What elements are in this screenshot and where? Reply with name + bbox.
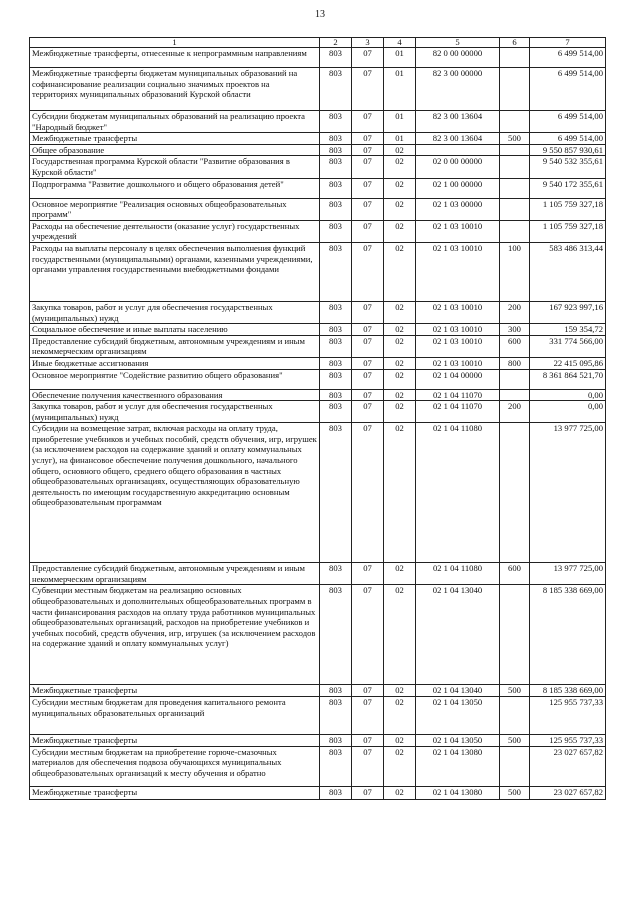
table-row xyxy=(30,389,606,401)
row-code-cell: 82 3 00 13604 xyxy=(416,133,500,145)
row-sum-cell: 6 499 514,00 xyxy=(530,111,606,133)
row-code-cell: 200 xyxy=(500,401,530,423)
row-code-cell: 02 xyxy=(384,324,416,336)
row-code-cell: 82 3 00 13604 xyxy=(416,111,500,133)
row-code-cell: 02 1 03 10010 xyxy=(416,357,500,369)
table-row xyxy=(30,563,606,585)
row-code-cell: 02 1 04 11080 xyxy=(416,563,500,585)
row-code-cell: 803 xyxy=(320,111,352,133)
row-code-cell: 500 xyxy=(500,786,530,799)
row-code-cell: 02 xyxy=(384,144,416,156)
row-name-cell: Предоставление субсидий бюджетным, автономным учреждениям и иным некоммерческим организациям xyxy=(30,563,320,585)
row-name-cell: Межбюджетные трансферты xyxy=(30,786,320,799)
row-code-cell: 02 xyxy=(384,242,416,301)
row-name-cell: Основное мероприятие "Содействие развитию общего образования" xyxy=(30,369,320,389)
table-row xyxy=(30,68,606,111)
row-code-cell: 07 xyxy=(352,401,384,423)
row-sum-cell: 583 486 313,44 xyxy=(530,242,606,301)
row-sum-cell: 13 977 725,00 xyxy=(530,563,606,585)
row-sum-cell: 22 415 095,86 xyxy=(530,357,606,369)
table-row xyxy=(30,423,606,563)
row-code-cell: 02 1 03 10010 xyxy=(416,220,500,242)
row-code-cell: 02 1 03 10010 xyxy=(416,301,500,323)
row-code-cell xyxy=(416,144,500,156)
row-code-cell: 300 xyxy=(500,324,530,336)
row-code-cell: 02 xyxy=(384,301,416,323)
row-code-cell: 800 xyxy=(500,357,530,369)
table-row xyxy=(30,178,606,198)
row-name-cell: Социальное обеспечение и иные выплаты населению xyxy=(30,324,320,336)
table-row xyxy=(30,697,606,735)
row-sum-cell: 23 027 657,82 xyxy=(530,786,606,799)
table-row xyxy=(30,198,606,220)
row-code-cell: 803 xyxy=(320,178,352,198)
row-code-cell: 07 xyxy=(352,156,384,178)
row-name-cell: Расходы на обеспечение деятельности (оказание услуг) государственных учреждений xyxy=(30,220,320,242)
row-code-cell: 02 xyxy=(384,178,416,198)
row-code-cell: 803 xyxy=(320,156,352,178)
row-code-cell: 07 xyxy=(352,786,384,799)
row-code-cell: 600 xyxy=(500,563,530,585)
row-code-cell xyxy=(500,389,530,401)
row-code-cell: 803 xyxy=(320,357,352,369)
row-code-cell: 02 1 03 10010 xyxy=(416,335,500,357)
row-code-cell xyxy=(500,68,530,111)
row-code-cell: 803 xyxy=(320,389,352,401)
row-code-cell: 02 1 00 00000 xyxy=(416,178,500,198)
row-name-cell: Государственная программа Курской области "Развитие образования в Курской области" xyxy=(30,156,320,178)
row-code-cell: 02 xyxy=(384,401,416,423)
row-sum-cell: 8 185 338 669,00 xyxy=(530,585,606,685)
row-code-cell: 02 1 04 13080 xyxy=(416,786,500,799)
row-name-cell: Субсидии местным бюджетам на приобретение горюче-смазочных материалов для обеспечения подвоза обучающихся муниципальных общеобразовательных организаций к месту обучения и обратно xyxy=(30,746,320,786)
row-code-cell: 02 1 04 13040 xyxy=(416,585,500,685)
row-name-cell: Обеспечение получения качественного образования xyxy=(30,389,320,401)
row-code-cell: 07 xyxy=(352,585,384,685)
row-sum-cell: 8 185 338 669,00 xyxy=(530,685,606,697)
table-row xyxy=(30,585,606,685)
row-code-cell: 02 1 04 00000 xyxy=(416,369,500,389)
table-row xyxy=(30,335,606,357)
row-sum-cell: 9 540 532 355,61 xyxy=(530,156,606,178)
row-sum-cell: 6 499 514,00 xyxy=(530,48,606,68)
row-name-cell: Субсидии местным бюджетам для проведения капитального ремонта муниципальных образовательных организаций xyxy=(30,697,320,735)
row-code-cell: 02 xyxy=(384,335,416,357)
row-code-cell: 07 xyxy=(352,133,384,145)
row-code-cell: 02 1 03 10010 xyxy=(416,242,500,301)
row-code-cell: 02 1 03 10010 xyxy=(416,324,500,336)
row-code-cell: 07 xyxy=(352,48,384,68)
row-code-cell: 803 xyxy=(320,335,352,357)
row-code-cell: 02 1 04 13080 xyxy=(416,746,500,786)
row-code-cell xyxy=(500,423,530,563)
row-code-cell: 803 xyxy=(320,786,352,799)
row-code-cell: 07 xyxy=(352,563,384,585)
row-code-cell: 803 xyxy=(320,242,352,301)
row-code-cell: 07 xyxy=(352,324,384,336)
budget-table xyxy=(29,37,606,800)
row-code-cell: 02 xyxy=(384,685,416,697)
row-sum-cell: 125 955 737,33 xyxy=(530,697,606,735)
row-code-cell xyxy=(500,48,530,68)
row-code-cell: 803 xyxy=(320,220,352,242)
row-code-cell: 803 xyxy=(320,746,352,786)
row-code-cell: 02 xyxy=(384,697,416,735)
row-code-cell: 01 xyxy=(384,133,416,145)
table-row xyxy=(30,220,606,242)
table-row xyxy=(30,369,606,389)
row-code-cell: 02 1 04 13050 xyxy=(416,735,500,747)
row-code-cell: 02 xyxy=(384,389,416,401)
row-code-cell xyxy=(500,111,530,133)
row-code-cell: 07 xyxy=(352,111,384,133)
row-code-cell: 02 0 00 00000 xyxy=(416,156,500,178)
row-code-cell: 01 xyxy=(384,68,416,111)
row-code-cell: 07 xyxy=(352,423,384,563)
row-name-cell: Межбюджетные трансферты, отнесенные к непрограммным направлениям xyxy=(30,48,320,68)
page-number: 13 xyxy=(315,9,325,20)
row-name-cell: Субсидии бюджетам муниципальных образований на реализацию проекта "Народный бюджет" xyxy=(30,111,320,133)
row-name-cell: Межбюджетные трансферты xyxy=(30,685,320,697)
table-row xyxy=(30,786,606,799)
row-sum-cell: 0,00 xyxy=(530,401,606,423)
row-code-cell: 500 xyxy=(500,685,530,697)
row-code-cell: 803 xyxy=(320,48,352,68)
row-code-cell: 803 xyxy=(320,68,352,111)
row-code-cell: 07 xyxy=(352,389,384,401)
row-code-cell: 07 xyxy=(352,685,384,697)
row-sum-cell: 9 550 857 930,61 xyxy=(530,144,606,156)
row-code-cell: 803 xyxy=(320,324,352,336)
row-name-cell: Межбюджетные трансферты бюджетам муниципальных образований на софинансирование реализации социально значимых проектов на территориях муниципальных образований Курской области xyxy=(30,68,320,111)
row-sum-cell: 167 923 997,16 xyxy=(530,301,606,323)
row-name-cell: Межбюджетные трансферты xyxy=(30,133,320,145)
header-cell: 7 xyxy=(530,38,606,48)
row-code-cell xyxy=(500,220,530,242)
header-cell: 3 xyxy=(352,38,384,48)
row-code-cell: 07 xyxy=(352,301,384,323)
row-sum-cell: 13 977 725,00 xyxy=(530,423,606,563)
row-code-cell: 600 xyxy=(500,335,530,357)
row-code-cell: 200 xyxy=(500,301,530,323)
table-row xyxy=(30,301,606,323)
row-code-cell: 07 xyxy=(352,335,384,357)
row-code-cell: 01 xyxy=(384,111,416,133)
row-code-cell: 82 0 00 00000 xyxy=(416,48,500,68)
row-code-cell: 803 xyxy=(320,369,352,389)
row-code-cell: 02 xyxy=(384,357,416,369)
row-name-cell: Закупка товаров, работ и услуг для обеспечения государственных (муниципальных) нужд xyxy=(30,301,320,323)
row-name-cell: Расходы на выплаты персоналу в целях обеспечения выполнения функций государственными (муниципальными) органами, казенными учреждениями, органами управления государственными внебюджетными фондами xyxy=(30,242,320,301)
row-code-cell: 02 1 04 13040 xyxy=(416,685,500,697)
row-code-cell: 07 xyxy=(352,357,384,369)
row-code-cell: 02 xyxy=(384,786,416,799)
row-code-cell: 07 xyxy=(352,369,384,389)
table-row xyxy=(30,144,606,156)
row-name-cell: Закупка товаров, работ и услуг для обеспечения государственных (муниципальных) нужд xyxy=(30,401,320,423)
table-row xyxy=(30,133,606,145)
row-code-cell: 100 xyxy=(500,242,530,301)
table-row xyxy=(30,324,606,336)
row-code-cell: 82 3 00 00000 xyxy=(416,68,500,111)
row-code-cell: 803 xyxy=(320,401,352,423)
row-code-cell: 07 xyxy=(352,735,384,747)
table-row xyxy=(30,746,606,786)
row-code-cell: 803 xyxy=(320,735,352,747)
row-name-cell: Иные бюджетные ассигнования xyxy=(30,357,320,369)
row-code-cell: 02 xyxy=(384,585,416,685)
row-code-cell: 803 xyxy=(320,685,352,697)
row-code-cell: 01 xyxy=(384,48,416,68)
row-code-cell: 803 xyxy=(320,144,352,156)
row-code-cell: 803 xyxy=(320,423,352,563)
row-code-cell: 803 xyxy=(320,198,352,220)
table-row xyxy=(30,111,606,133)
row-code-cell: 803 xyxy=(320,301,352,323)
row-name-cell: Основное мероприятие "Реализация основных общеобразовательных программ" xyxy=(30,198,320,220)
row-code-cell: 07 xyxy=(352,242,384,301)
row-code-cell: 02 xyxy=(384,563,416,585)
row-code-cell xyxy=(500,198,530,220)
row-code-cell xyxy=(500,697,530,735)
row-code-cell xyxy=(500,156,530,178)
table-row xyxy=(30,685,606,697)
row-code-cell: 07 xyxy=(352,746,384,786)
row-sum-cell: 0,00 xyxy=(530,389,606,401)
row-code-cell: 02 1 03 00000 xyxy=(416,198,500,220)
row-sum-cell: 1 105 759 327,18 xyxy=(530,220,606,242)
row-sum-cell: 23 027 657,82 xyxy=(530,746,606,786)
row-sum-cell: 9 540 172 355,61 xyxy=(530,178,606,198)
row-code-cell: 02 xyxy=(384,198,416,220)
table-row xyxy=(30,48,606,68)
row-name-cell: Предоставление субсидий бюджетным, автономным учреждениям и иным некоммерческим организациям xyxy=(30,335,320,357)
row-sum-cell: 1 105 759 327,18 xyxy=(530,198,606,220)
row-name-cell: Субвенции местным бюджетам на реализацию основных общеобразовательных и дополнительных общеобразовательных программ в части финансирования расходов на оплату труда работников муниципальных общеобразовательных организаций, расходов на приобретение учебников и учебных пособий, средств обучения, игр, игрушек (за исключением расходов на содержание зданий и оплату коммунальных услуг) xyxy=(30,585,320,685)
table-row xyxy=(30,735,606,747)
header-cell: 2 xyxy=(320,38,352,48)
row-name-cell: Субсидии на возмещение затрат, включая расходы на оплату труда, приобретение учебников и учебных пособий, средств обучения, игр, игрушек (за исключением расходов на содержание зданий и оплату коммунальных услуг), на финансовое обеспечение получения дошкольного, начального общего, основного общего, среднего общего образования в частных общеобразовательных организациях, осуществляющих образовательную деятельность по имеющим государственную аккредитацию основным общеобразовательным программам xyxy=(30,423,320,563)
row-code-cell: 07 xyxy=(352,198,384,220)
row-code-cell: 07 xyxy=(352,220,384,242)
row-code-cell xyxy=(500,178,530,198)
row-code-cell: 02 1 04 13050 xyxy=(416,697,500,735)
row-sum-cell: 6 499 514,00 xyxy=(530,133,606,145)
row-code-cell: 02 xyxy=(384,423,416,563)
row-code-cell: 02 xyxy=(384,746,416,786)
table-row xyxy=(30,401,606,423)
row-name-cell: Межбюджетные трансферты xyxy=(30,735,320,747)
row-code-cell: 02 1 04 11080 xyxy=(416,423,500,563)
row-code-cell: 02 1 04 11070 xyxy=(416,401,500,423)
table-row xyxy=(30,156,606,178)
row-code-cell xyxy=(500,746,530,786)
row-code-cell: 803 xyxy=(320,585,352,685)
header-cell: 1 xyxy=(30,38,320,48)
row-code-cell xyxy=(500,369,530,389)
row-sum-cell: 125 955 737,33 xyxy=(530,735,606,747)
row-code-cell: 07 xyxy=(352,68,384,111)
header-row xyxy=(30,38,606,48)
row-sum-cell: 6 499 514,00 xyxy=(530,68,606,111)
row-code-cell xyxy=(500,144,530,156)
row-sum-cell: 331 774 566,00 xyxy=(530,335,606,357)
row-code-cell: 07 xyxy=(352,697,384,735)
row-code-cell: 02 1 04 11070 xyxy=(416,389,500,401)
row-code-cell: 07 xyxy=(352,178,384,198)
table-row xyxy=(30,242,606,301)
header-cell: 5 xyxy=(416,38,500,48)
row-sum-cell: 8 361 864 521,70 xyxy=(530,369,606,389)
row-name-cell: Общее образование xyxy=(30,144,320,156)
row-code-cell: 02 xyxy=(384,735,416,747)
row-name-cell: Подпрограмма "Развитие дошкольного и общего образования детей" xyxy=(30,178,320,198)
row-code-cell: 02 xyxy=(384,156,416,178)
row-sum-cell: 159 354,72 xyxy=(530,324,606,336)
header-cell: 4 xyxy=(384,38,416,48)
header-cell: 6 xyxy=(500,38,530,48)
row-code-cell: 803 xyxy=(320,697,352,735)
row-code-cell: 500 xyxy=(500,735,530,747)
row-code-cell: 803 xyxy=(320,133,352,145)
row-code-cell: 07 xyxy=(352,144,384,156)
row-code-cell xyxy=(500,585,530,685)
row-code-cell: 02 xyxy=(384,220,416,242)
row-code-cell: 02 xyxy=(384,369,416,389)
row-code-cell: 500 xyxy=(500,133,530,145)
table-row xyxy=(30,357,606,369)
row-code-cell: 803 xyxy=(320,563,352,585)
